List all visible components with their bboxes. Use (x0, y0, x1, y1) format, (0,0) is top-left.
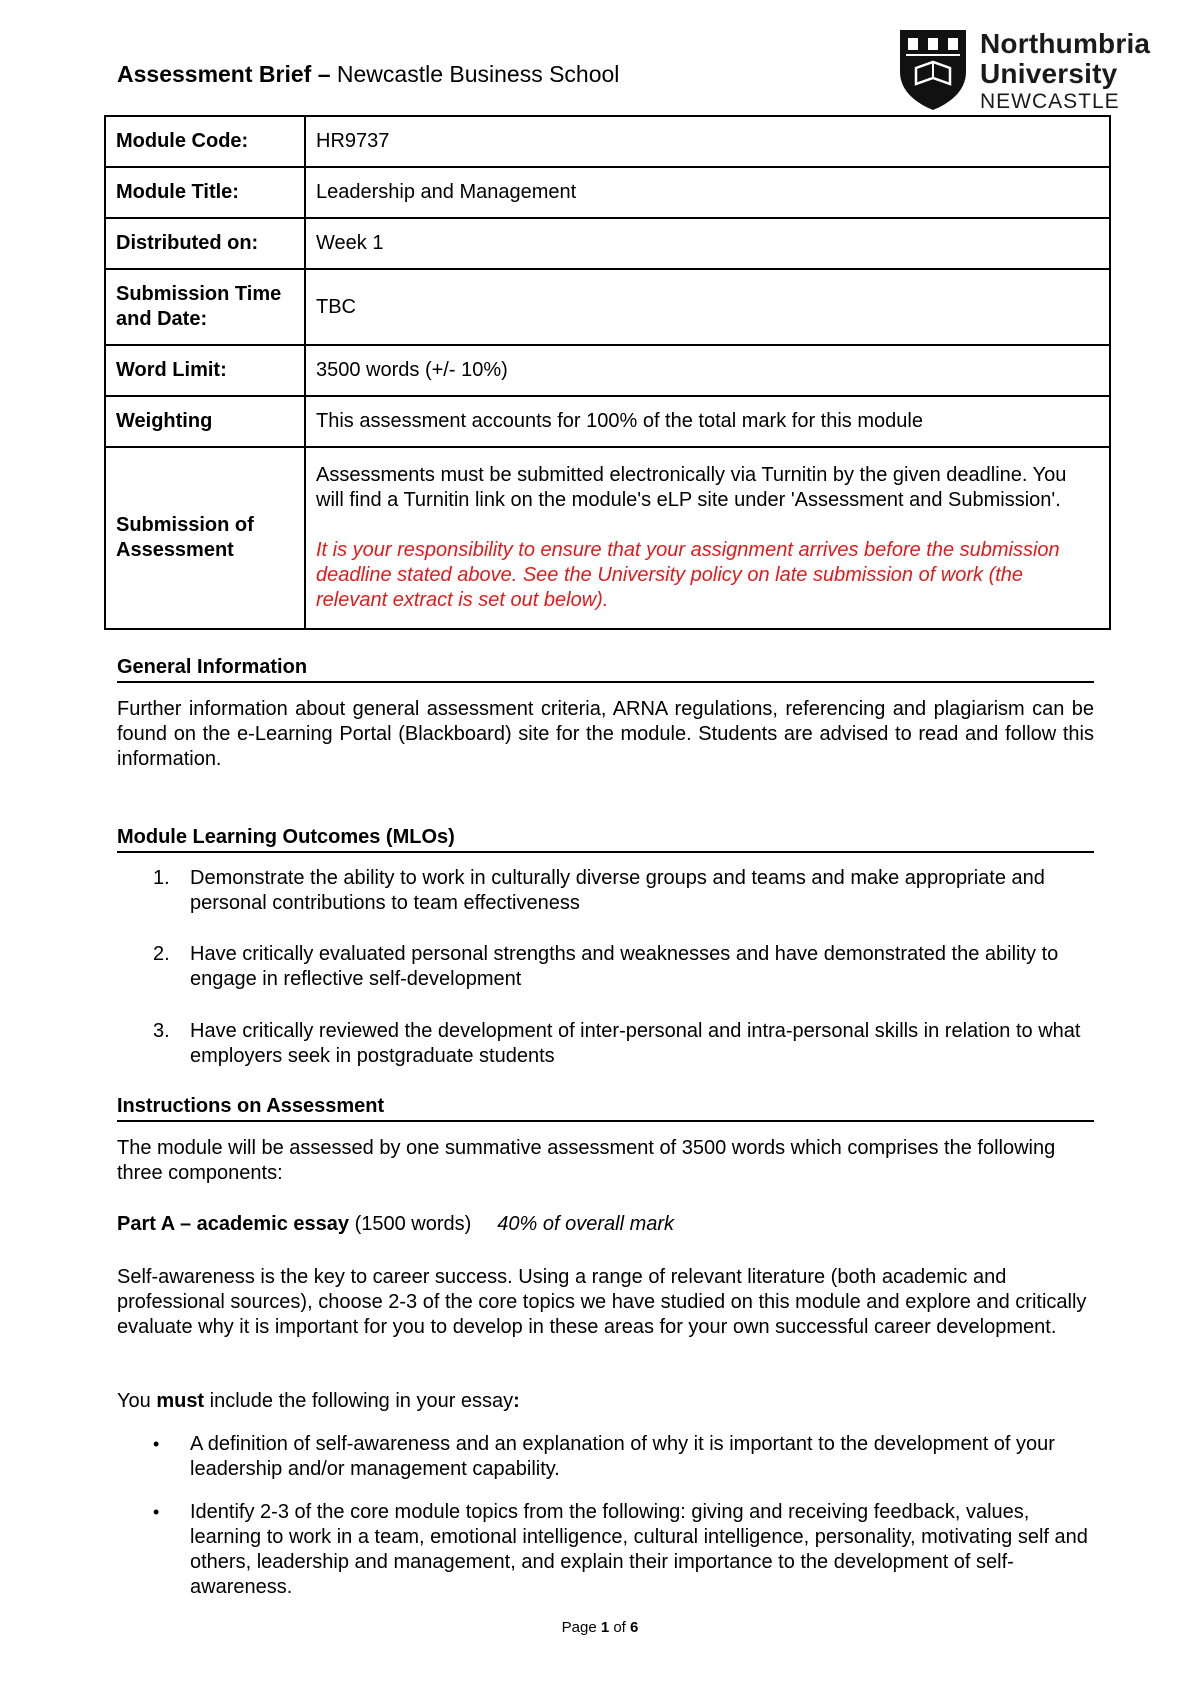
row-value: TBC (305, 269, 1110, 345)
list-number: 1. (153, 867, 170, 889)
general-info-heading: General Information (117, 655, 1094, 683)
list-number: 2. (153, 943, 170, 965)
table-row (105, 218, 1110, 269)
instructions-heading: Instructions on Assessment (117, 1094, 1094, 1122)
row-value: Leadership and Management (305, 167, 1110, 218)
list-text: Have critically reviewed the development of inter-personal and intra-personal skills in relation to what employers seek in postgraduate students (190, 1020, 1081, 1067)
row-value: HR9737 (305, 116, 1110, 167)
submission-warning: It is your responsibility to ensure that your assignment arrives before the submission deadline stated above. See the University policy on late submission of work (the relevant extract is set out below). (316, 539, 1060, 611)
table-row (105, 345, 1110, 396)
logo-city: NEWCASTLE (980, 90, 1120, 113)
bullet-icon: • (153, 1502, 160, 1522)
list-text: Have critically evaluated personal strengths and weaknesses and have demonstrated the ability to engage in reflective self-development (190, 943, 1059, 990)
footer-page-num: 1 (600, 1619, 610, 1636)
row-label: Module Code: (105, 116, 305, 167)
university-crest-icon (898, 28, 968, 112)
part-a-heading (117, 1212, 1094, 1237)
table-row (105, 167, 1110, 218)
mlo-heading: Module Learning Outcomes (MLOs) (117, 825, 1094, 853)
table-row (105, 116, 1110, 167)
instructions-intro: The module will be assessed by one summative assessment of 3500 words which comprises the following three components: (117, 1137, 1056, 1184)
footer-of-word: of (609, 1619, 631, 1636)
footer-page-total: 6 (630, 1619, 639, 1636)
university-logo (898, 28, 1173, 112)
submission-cell (305, 447, 1110, 629)
logo-name-line1: Northumbria (980, 28, 1151, 59)
part-a-weight: 40% of overall mark (497, 1213, 675, 1235)
title-bold: Assessment Brief – (117, 61, 331, 87)
part-a-words: (1500 words) (349, 1213, 472, 1235)
row-label: Weighting (105, 396, 305, 447)
bullet-text: Identify 2-3 of the core module topics from the following: giving and receiving feedback, values, learning to work in a team, emotional intelligence, cultural intelligence, personality, motivating self and others, leadership and management, and explain their importance to the development of self-awareness. (190, 1501, 1088, 1598)
bullet-icon: • (153, 1434, 160, 1454)
table-row (105, 396, 1110, 447)
row-label: Word Limit: (105, 345, 305, 396)
logo-name-line2: University (980, 58, 1118, 89)
footer-page-word: Page (561, 1619, 601, 1636)
must-colon: : (513, 1390, 520, 1412)
row-value: 3500 words (+/- 10%) (305, 345, 1110, 396)
document-title (117, 60, 619, 88)
row-label: Module Title: (105, 167, 305, 218)
list-number: 3. (153, 1020, 170, 1042)
list-text: Demonstrate the ability to work in culturally diverse groups and teams and make appropriate and personal contributions to team effectiveness (190, 867, 1045, 914)
must-include-line (117, 1389, 1094, 1414)
general-info-text: Further information about general assessment criteria, ARNA regulations, referencing and plagiarism can be found on the e-Learning Portal (Blackboard) site for the module. Students are advised to read and follow this information. (117, 698, 1094, 770)
table-row (105, 447, 1110, 629)
part-a-text: Self-awareness is the key to career success. Using a range of relevant literature (both academic and professional sources), choose 2-3 of the core topics we have studied on this module and explore and critically evaluate why it is important for you to develop in these areas for your own successful career development. (117, 1266, 1087, 1338)
row-value: Week 1 (305, 218, 1110, 269)
submission-label: Submission of Assessment (105, 447, 305, 629)
bullet-text: A definition of self-awareness and an explanation of why it is important to the development of your leadership and/or management capability. (190, 1433, 1055, 1480)
row-label: Distributed on: (105, 218, 305, 269)
must-bold: must (156, 1390, 205, 1412)
title-school: Newcastle Business School (330, 61, 620, 87)
must-pre: You (117, 1390, 157, 1412)
row-label: Submission Time and Date: (105, 269, 305, 345)
row-value: This assessment accounts for 100% of the total mark for this module (305, 396, 1110, 447)
must-post: include the following in your essay (204, 1390, 514, 1412)
table-row (105, 269, 1110, 345)
submission-text: Assessments must be submitted electronically via Turnitin by the given deadline. You will find a Turnitin link on the module's eLP site under 'Assessment and Submission'. (316, 464, 1067, 511)
page-footer (0, 1618, 1200, 1638)
part-a-title: Part A – academic essay (117, 1213, 350, 1235)
module-info-table (104, 115, 1111, 630)
